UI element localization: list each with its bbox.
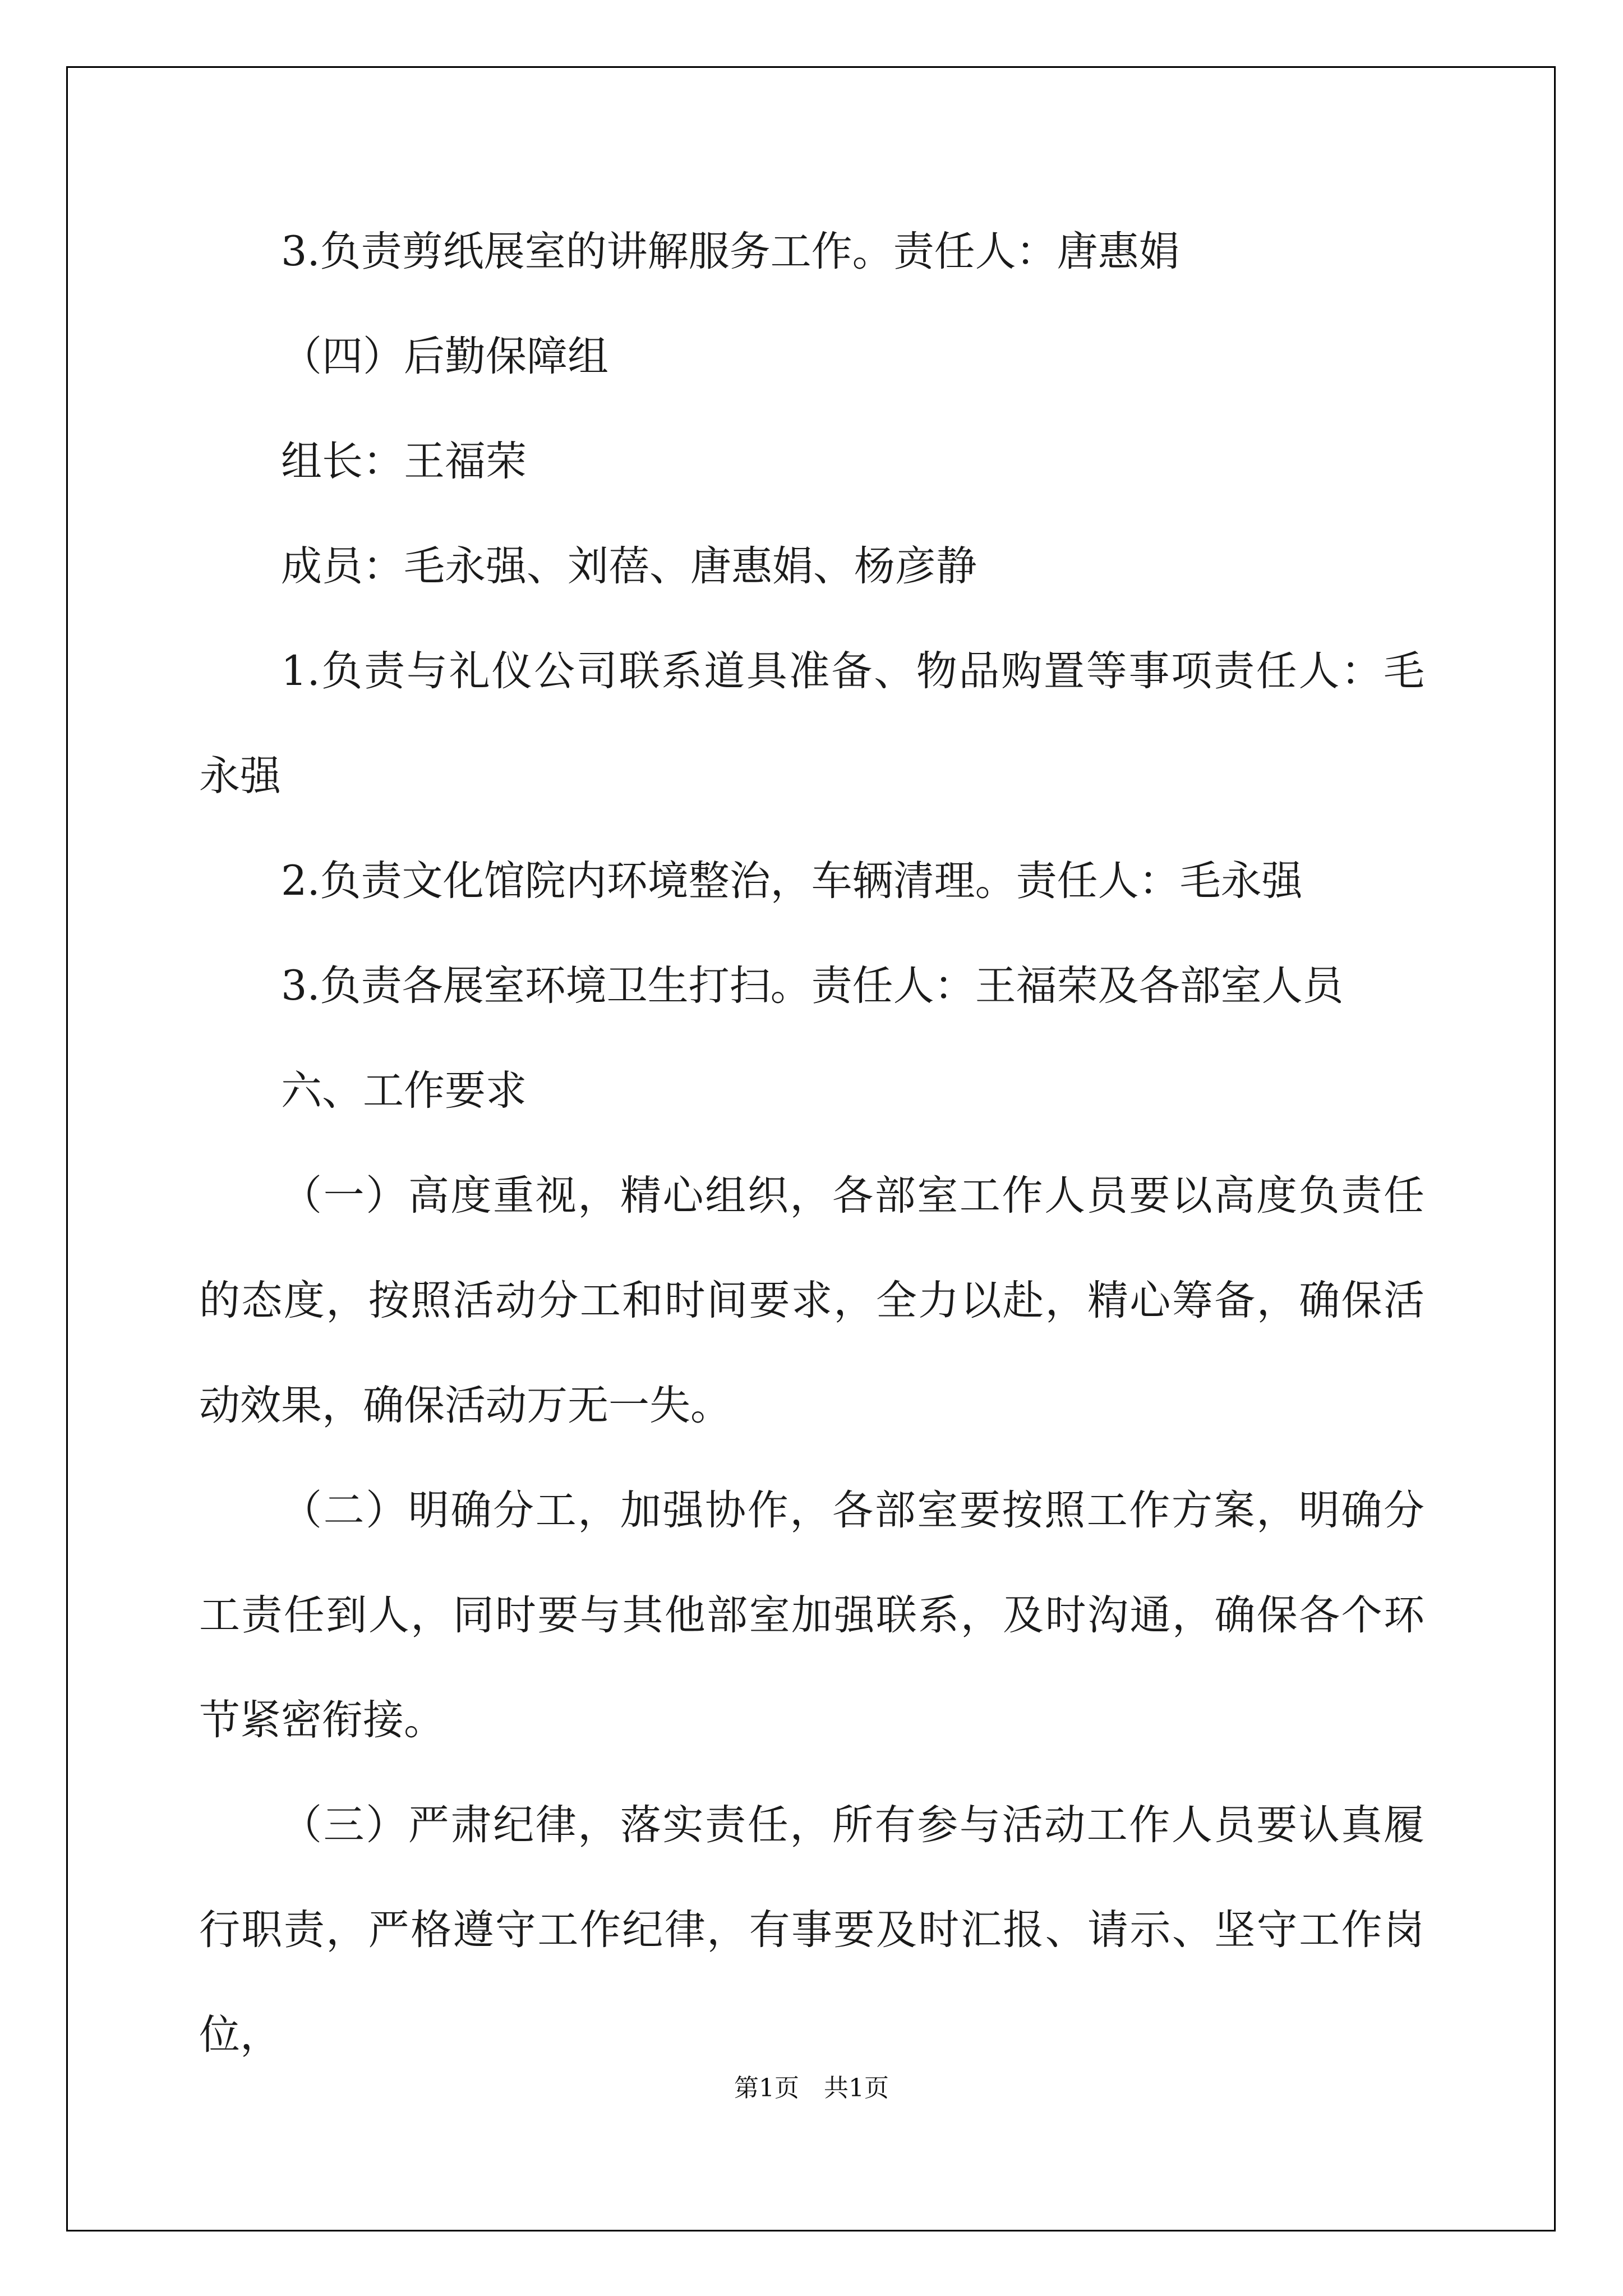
section-heading: （四）后勤保障组 — [281, 333, 608, 380]
paragraph: （一）高度重视，精心组织，各部室工作人员要以高度负责任的态度，按照活动分工和时间要求，全力以赴，精心筹备，确保活动效果，确保活动万无一失。 — [199, 1172, 1424, 1429]
paragraph: 组长：王福荣 — [281, 438, 527, 485]
paragraph: （三）严肃纪律，落实责任，所有参与活动工作人员要认真履行职责，严格遵守工作纪律，有事要及时汇报、请示、坚守工作岗位， — [199, 1801, 1424, 2059]
page-footer: 第1页 共1页 — [734, 2074, 889, 2102]
paragraph: 3.负责剪纸展室的讲解服务工作。责任人：唐惠娟 — [281, 228, 1180, 275]
paragraph: 3.负责各展室环境卫生打扫。责任人：王福荣及各部室人员 — [281, 962, 1344, 1010]
paragraph: 2.负责文化馆院内环境整治，车辆清理。责任人：毛永强 — [281, 857, 1303, 905]
paragraph: 1.负责与礼仪公司联系道具准备、物品购置等事项责任人：毛永强 — [199, 647, 1424, 800]
paragraph: （二）明确分工，加强协作，各部室要按照工作方案，明确分工责任到人，同时要与其他部室加强联系，及时沟通，确保各个环节紧密衔接。 — [199, 1487, 1424, 1744]
document-body — [199, 199, 1424, 2087]
paragraph: 成员：毛永强、刘蓓、唐惠娟、杨彦静 — [281, 542, 977, 590]
section-heading: 六、工作要求 — [281, 1067, 527, 1115]
